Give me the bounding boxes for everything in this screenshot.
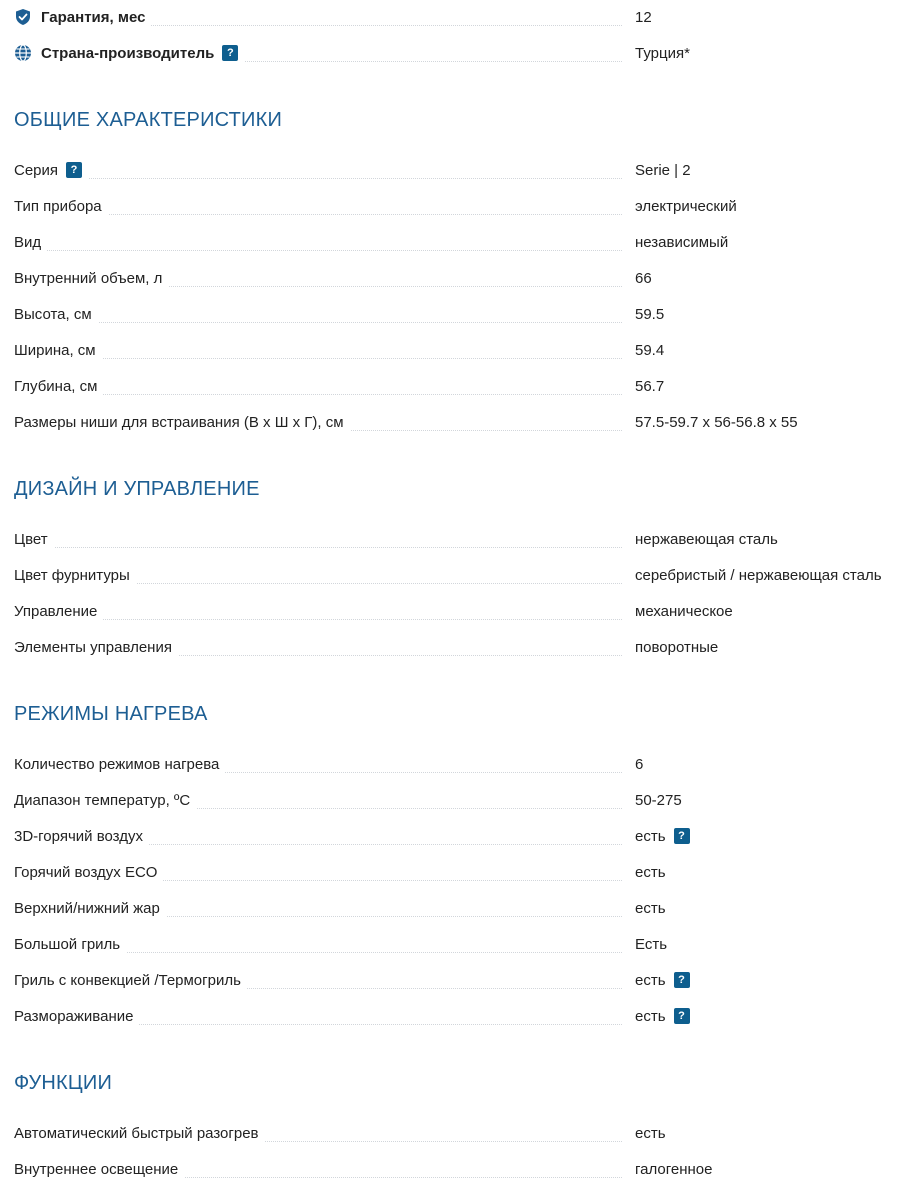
spec-label: Элементы управления (14, 638, 172, 656)
spec-label: Управление (14, 602, 98, 620)
spec-value: 12 (635, 8, 652, 26)
spec-value (635, 1008, 690, 1025)
spec-value: Турция* (635, 44, 690, 62)
spec-name (14, 0, 622, 35)
spec-name (14, 998, 622, 1034)
spec-label: Внутренний объем, л (14, 269, 163, 287)
spec-value (635, 567, 882, 584)
spec-name (14, 890, 622, 926)
spec-label: Гарантия, мес (41, 8, 146, 26)
spec-label: Цвет фурнитуры (14, 566, 130, 584)
spec-label: Серия (14, 161, 59, 179)
spec-value-text: 50-275 (635, 791, 682, 809)
spec-row (14, 746, 904, 782)
spec-row (14, 998, 904, 1034)
help-icon[interactable]: ? (674, 828, 690, 844)
spec-value-text: есть (635, 863, 666, 881)
spec-name (14, 404, 622, 440)
spec-value (635, 639, 718, 656)
spec-row (14, 368, 904, 404)
help-icon[interactable]: ? (674, 972, 690, 988)
spec-value (635, 864, 666, 881)
spec-value (635, 1125, 666, 1142)
spec-value-text: есть (635, 971, 666, 989)
spec-row (14, 404, 904, 440)
spec-row (14, 782, 904, 818)
spec-name (14, 1151, 622, 1187)
spec-row (14, 260, 904, 296)
spec-label: Тип прибора (14, 197, 102, 215)
spec-label: Ширина, см (14, 341, 96, 359)
spec-name (14, 854, 622, 890)
spec-label: Автоматический быстрый разогрев (14, 1124, 259, 1142)
section-design (14, 521, 904, 665)
spec-name (14, 557, 622, 593)
spec-row (14, 926, 904, 962)
section-title-functions: ФУНКЦИИ (14, 1072, 113, 1094)
dotted-leader (14, 358, 622, 359)
spec-value (635, 936, 667, 953)
section-heating (14, 746, 904, 1034)
spec-row (14, 1151, 904, 1187)
spec-row (14, 818, 904, 854)
spec-value-text: есть (635, 899, 666, 917)
shield-check-icon (14, 8, 32, 26)
spec-row (14, 296, 904, 332)
spec-value (635, 414, 798, 431)
spec-row (14, 593, 904, 629)
spec-row (14, 1115, 904, 1151)
spec-row-warranty (14, 0, 904, 35)
spec-value (635, 234, 728, 251)
dotted-leader (14, 619, 622, 620)
spec-label: 3D-горячий воздух (14, 827, 143, 845)
spec-label: Размеры ниши для встраивания (В х Ш х Г), см (14, 413, 344, 431)
spec-row (14, 629, 904, 665)
spec-name (14, 35, 622, 71)
spec-row (14, 188, 904, 224)
spec-label: Верхний/нижний жар (14, 899, 160, 917)
spec-label: Внутреннее освещение (14, 1160, 179, 1178)
spec-name (14, 224, 622, 260)
globe-icon (14, 44, 32, 62)
spec-row (14, 332, 904, 368)
spec-row (14, 890, 904, 926)
dotted-leader (14, 394, 622, 395)
spec-name (14, 782, 622, 818)
spec-name (14, 521, 622, 557)
spec-value-text: есть (635, 827, 666, 845)
spec-row (14, 152, 904, 188)
section-title-general: ОБЩИЕ ХАРАКТЕРИСТИКИ (14, 109, 283, 131)
dotted-leader (14, 178, 622, 179)
section-title-heating: РЕЖИМЫ НАГРЕВА (14, 703, 208, 725)
spec-value (635, 270, 652, 287)
help-icon[interactable]: ? (674, 1008, 690, 1024)
spec-name (14, 368, 622, 404)
spec-label: Страна-производитель (41, 44, 215, 62)
spec-row (14, 521, 904, 557)
spec-row (14, 962, 904, 998)
spec-label: Высота, см (14, 305, 92, 323)
spec-value-text: электрический (635, 197, 737, 215)
spec-label: Гриль с конвекцией /Термогриль (14, 971, 241, 989)
spec-value-text: механическое (635, 602, 733, 620)
spec-label: Размораживание (14, 1007, 134, 1025)
spec-name (14, 296, 622, 332)
spec-value-text: 59.5 (635, 305, 665, 323)
help-icon[interactable]: ? (222, 45, 238, 61)
help-icon[interactable]: ? (66, 162, 82, 178)
spec-label: Глубина, см (14, 377, 98, 395)
spec-row (14, 557, 904, 593)
spec-name (14, 746, 622, 782)
spec-name (14, 629, 622, 665)
spec-name (14, 593, 622, 629)
spec-value-text: 59.4 (635, 341, 665, 359)
spec-name (14, 188, 622, 224)
spec-row (14, 224, 904, 260)
spec-value (635, 1161, 712, 1178)
spec-label: Диапазон температур, ºС (14, 791, 191, 809)
spec-value-text: нержавеющая сталь (635, 530, 778, 548)
spec-label: Большой гриль (14, 935, 121, 953)
spec-name (14, 962, 622, 998)
spec-value (635, 900, 666, 917)
spec-value-text: 56.7 (635, 377, 665, 395)
spec-value (635, 342, 664, 359)
spec-value (635, 792, 682, 809)
spec-name (14, 152, 622, 188)
spec-value-text: независимый (635, 233, 729, 251)
spec-value-text: Serie | 2 (635, 161, 691, 179)
spec-label: Цвет (14, 530, 48, 548)
spec-value (635, 828, 690, 845)
spec-value-text: 6 (635, 755, 644, 773)
spec-row-country (14, 35, 904, 71)
dotted-leader (14, 250, 622, 251)
spec-name (14, 260, 622, 296)
spec-value (635, 972, 690, 989)
spec-value (635, 756, 643, 773)
spec-value-text: серебристый / нержавеющая сталь (635, 566, 882, 584)
spec-value (635, 378, 664, 395)
section-functions (14, 1115, 904, 1187)
spec-value-text: есть (635, 1007, 666, 1025)
spec-label: Вид (14, 233, 42, 251)
spec-value-text: галогенное (635, 1160, 713, 1178)
spec-value (635, 603, 733, 620)
spec-value-text: поворотные (635, 638, 719, 656)
spec-name (14, 926, 622, 962)
dotted-leader (14, 322, 622, 323)
spec-value-text: есть (635, 1124, 666, 1142)
spec-label: Горячий воздух ECO (14, 863, 158, 881)
spec-label: Количество режимов нагрева (14, 755, 220, 773)
spec-value-text: 66 (635, 269, 652, 287)
spec-value-text: Есть (635, 935, 668, 953)
spec-value (635, 198, 737, 215)
spec-value (635, 531, 778, 548)
spec-name (14, 332, 622, 368)
spec-name (14, 818, 622, 854)
section-general (14, 152, 904, 440)
spec-value (635, 162, 691, 179)
spec-row (14, 854, 904, 890)
spec-value (635, 306, 664, 323)
dotted-leader (14, 547, 622, 548)
spec-name (14, 1115, 622, 1151)
spec-value-text: 57.5-59.7 x 56-56.8 x 55 (635, 413, 798, 431)
section-title-design: ДИЗАЙН И УПРАВЛЕНИЕ (14, 478, 260, 500)
